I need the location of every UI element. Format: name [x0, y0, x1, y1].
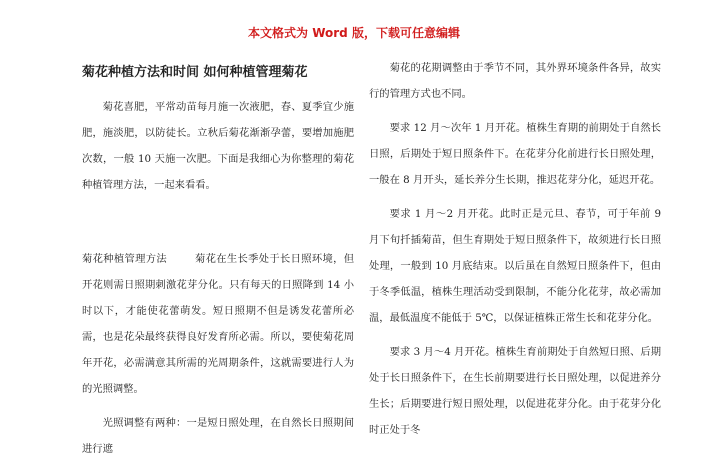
right-paragraph-4: 要求 3 月～4 月开花。植株生育前期处于自然短日照、后期处于长日照条件下，在生长前期要进行长日照处理，以促进养分生长；后期要进行短日照处理，以促进花芽分化。由于花芽分化时正处于冬: [369, 346, 661, 436]
light-paragraph: 光照调整有两种：一是短日照处理，在自然长日照期间进行遮: [82, 417, 354, 455]
article-title: 菊花种植方法和时间 如何种植管理菊花: [82, 65, 308, 80]
left-column: [82, 60, 354, 470]
right-column: [369, 55, 661, 451]
right-paragraph-2: 要求 12 月～次年 1 月开花。植株生育期的前期处于自然长日照，后期处于短日照条件下。在花芽分化前进行长日照处理，一般在 8 月开头，延长养分生长期，推迟花芽分化，延迟开花。: [369, 122, 661, 186]
section-heading: 菊花种植管理方法: [82, 253, 167, 265]
right-paragraph-1: 菊花的花期调整由于季节不同，其外界环境条件各异，故实行的管理方式也不同。: [369, 62, 661, 100]
intro-paragraph: 菊花喜肥，平常动苗每月施一次液肥，春、夏季宜少施肥，施淡肥，以防徒长。立秋后菊花渐渐孕蕾，要增加施肥次数，一般 10 天施一次肥。下面是我细心为你整理的菊花种植管理方法，一起来看看。: [82, 101, 354, 191]
method-paragraph: [82, 246, 354, 402]
format-banner: 本文格式为 Word 版，下载可任意编辑: [248, 26, 460, 40]
method-text: 菊花在生长季处于长日照环境，但开花则需日照期刺激花芽分化。只有每天的日照降到 14 小时以下，才能使花蕾萌发。短日照期不但是诱发花蕾所必需，也是花朵最终获得良好发育所必需。所以，要使菊花周年开花，必需满意其所需的光周期条件，这就需要进行人为的光照调整。: [82, 253, 355, 395]
right-paragraph-3: 要求 1 月～2 月开花。此时正是元旦、春节，可于年前 9 月下旬扦插菊苗，但生育期处于短日照条件下，故须进行长日照处理，一般到 10 月底结束。以后虽在自然短日照条件下，但由于冬季低温，植株生理活动受到限制，不能分化花芽，故必需加温，最低温度不能低于 5℃，以保证植株正常生长和花芽分化。: [369, 208, 661, 324]
